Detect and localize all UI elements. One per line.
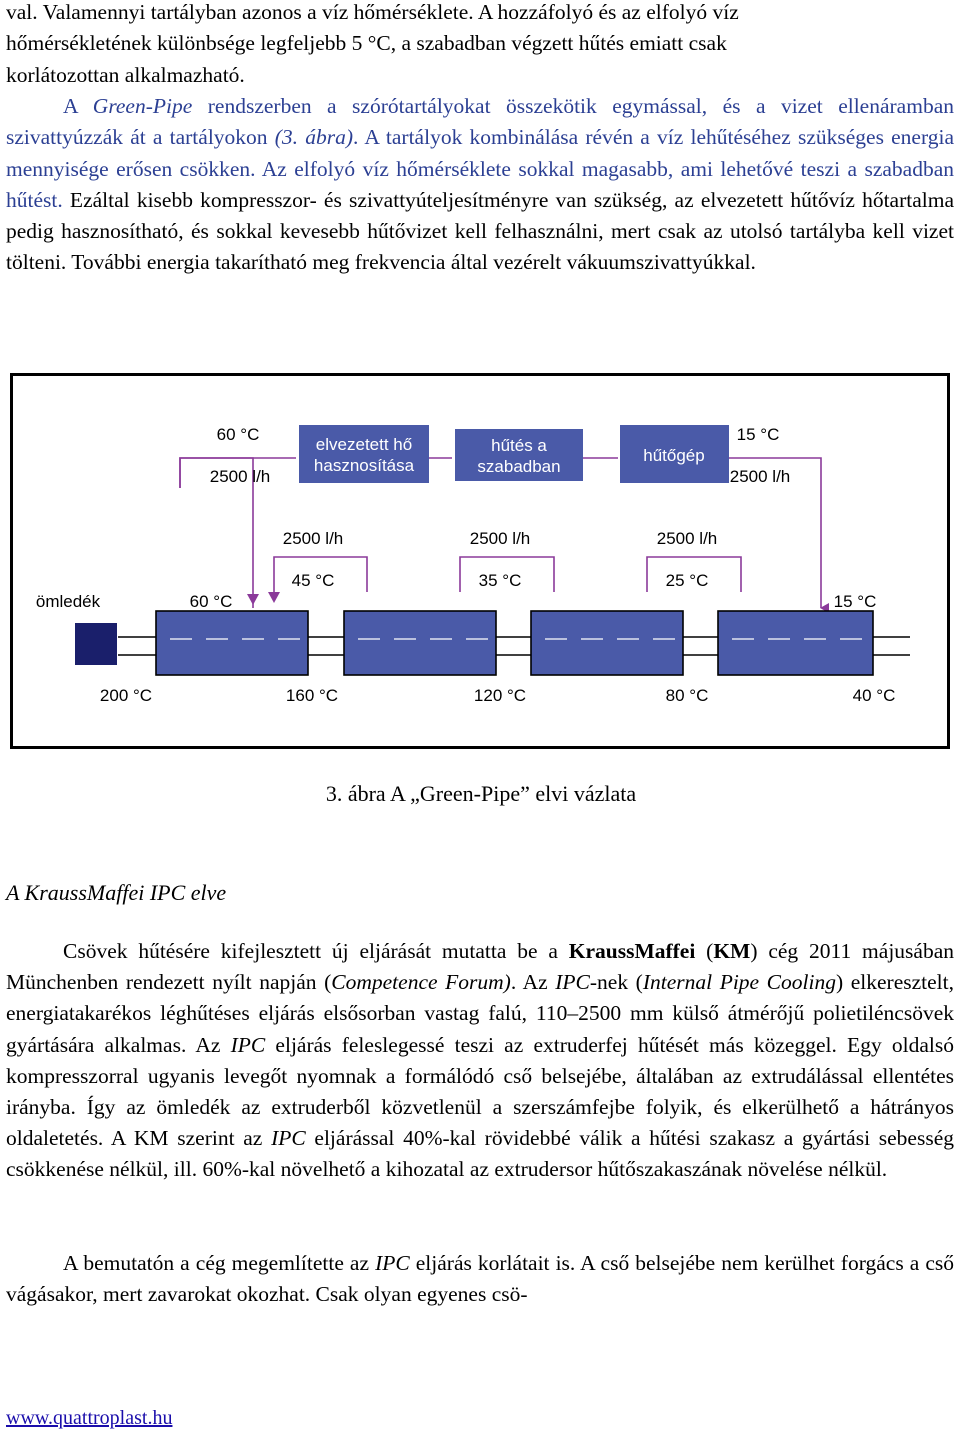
paragraph-intro: val. Valamennyi tartályban azonos a víz hőmérséklete. A hozzáfolyó és az elfolyó víz hőmérsékletének különbsége legfeljebb 5 °C, a szabadban végzett hűtés emiatt csak korlátozottan alkalmazható.: [6, 0, 739, 87]
pipe-temp-3: 120 °C: [473, 686, 527, 705]
top-right-flow: 2500 l/h: [729, 467, 791, 486]
open-air-label-1: hűtés a: [491, 436, 547, 455]
inlet-temp: 60 °C: [189, 592, 233, 611]
heat-recovery-label-1: elvezetett hő: [315, 435, 413, 454]
flow-label-3: 2500 l/h: [656, 529, 718, 548]
pipe-temp-2: 160 °C: [285, 686, 339, 705]
flow-label-2: 2500 l/h: [469, 529, 531, 548]
chiller-label: hűtőgép: [643, 446, 705, 465]
figure-caption: 3. ábra A „Green-Pipe” elvi vázlata: [325, 781, 637, 806]
flow-label-1: 2500 l/h: [282, 529, 344, 548]
pipe-temp-4: 80 °C: [665, 686, 709, 705]
footer-website-link[interactable]: www.quattroplast.hu: [6, 1407, 173, 1429]
top-right-temp: 15 °C: [736, 425, 780, 444]
tank-temp-2: 35 °C: [478, 571, 522, 590]
tank-temp-3: 25 °C: [665, 571, 709, 590]
top-left-flow: 2500 l/h: [209, 467, 271, 486]
heat-recovery-label-2: hasznosítása: [313, 456, 415, 475]
paragraph-limits: A bemutatón a cég megemlítette az IPC eljárás korlátait is. A cső belsejébe nem kerülhet forgács a cső vágásakor, mert zavarokat okozhat. Csak olyan egyenes csö-: [6, 1251, 954, 1307]
tank-temp-1: 45 °C: [291, 571, 335, 590]
pipe-temp-5: 40 °C: [852, 686, 896, 705]
top-left-temp: 60 °C: [216, 425, 260, 444]
open-air-label-2: szabadban: [477, 457, 561, 476]
pipe-temp-1: 200 °C: [99, 686, 153, 705]
section-heading: A KraussMaffei IPC elve: [6, 880, 227, 905]
extruder-block: [75, 623, 117, 665]
paragraph-ipc: Csövek hűtésére kifejlesztett új eljárását mutatta be a KraussMaffei (KM) cég 2011 májusában Münchenben rendezett nyílt napján (Competence Forum). Az IPC-nek (Internal Pipe Cooling) elkeresztelt, energiatakarékos léghűtéses eljárás elsősorban vastag falú, 110–2500 mm külső átmérőjű polietiléncsövek gyártására alkalmas. Az IPC eljárás feleslegessé teszi az extruderfej hűtését más közeggel. Egy oldalsó kompresszorral ugyanis levegőt nyomnak a formálódó cső belsejébe, általában az extrudálással ellentétes irányba. Így az ömledék az extruderből közvetlenül a szerszámfejbe folyik, és elkerülhető a hátrányos oldaletetés. A KM szerint az IPC eljárással 40%-kal rövidebbé válik a hűtési szakasz a gyártási sebesség csökkenése nélkül, ill. 60%-kal növelhető a kihozatal az extrudersor hűtőszakaszának növelése nélkül.: [6, 939, 954, 1182]
green-pipe-diagram: [10, 373, 950, 749]
melt-label: ömledék: [35, 592, 101, 611]
green-pipe-term: Green-Pipe: [92, 94, 193, 118]
figure-reference: (3. ábra): [274, 125, 353, 150]
outlet-temp: 15 °C: [833, 592, 877, 611]
paragraph-green-pipe: A Green-Pipe rendszerben a szórótartályokat összekötik egymással, és a vizet ellenáramban szivattyúzzák át a tartályokon (3. ábra). A tartályok kombinálása révén a víz lehűtéséhez szükséges energia mennyisége erősen csökken. Az elfolyó víz hőmérséklete sokkal magasabb, ami lehetővé teszi a szabadban hűtést. Ezáltal kisebb kompresszor- és szivattyúteljesítményre van szükség, az elvezetett hűtővíz hőtartalma pedig hasznosítható, és sokkal kevesebb hűtővizet kell felhasználni, mert csak az utolsó tartályba kell vizet tölteni. További energia takarítható meg frekvencia által vezérelt vákuumszivattyúkkal.: [6, 94, 955, 275]
